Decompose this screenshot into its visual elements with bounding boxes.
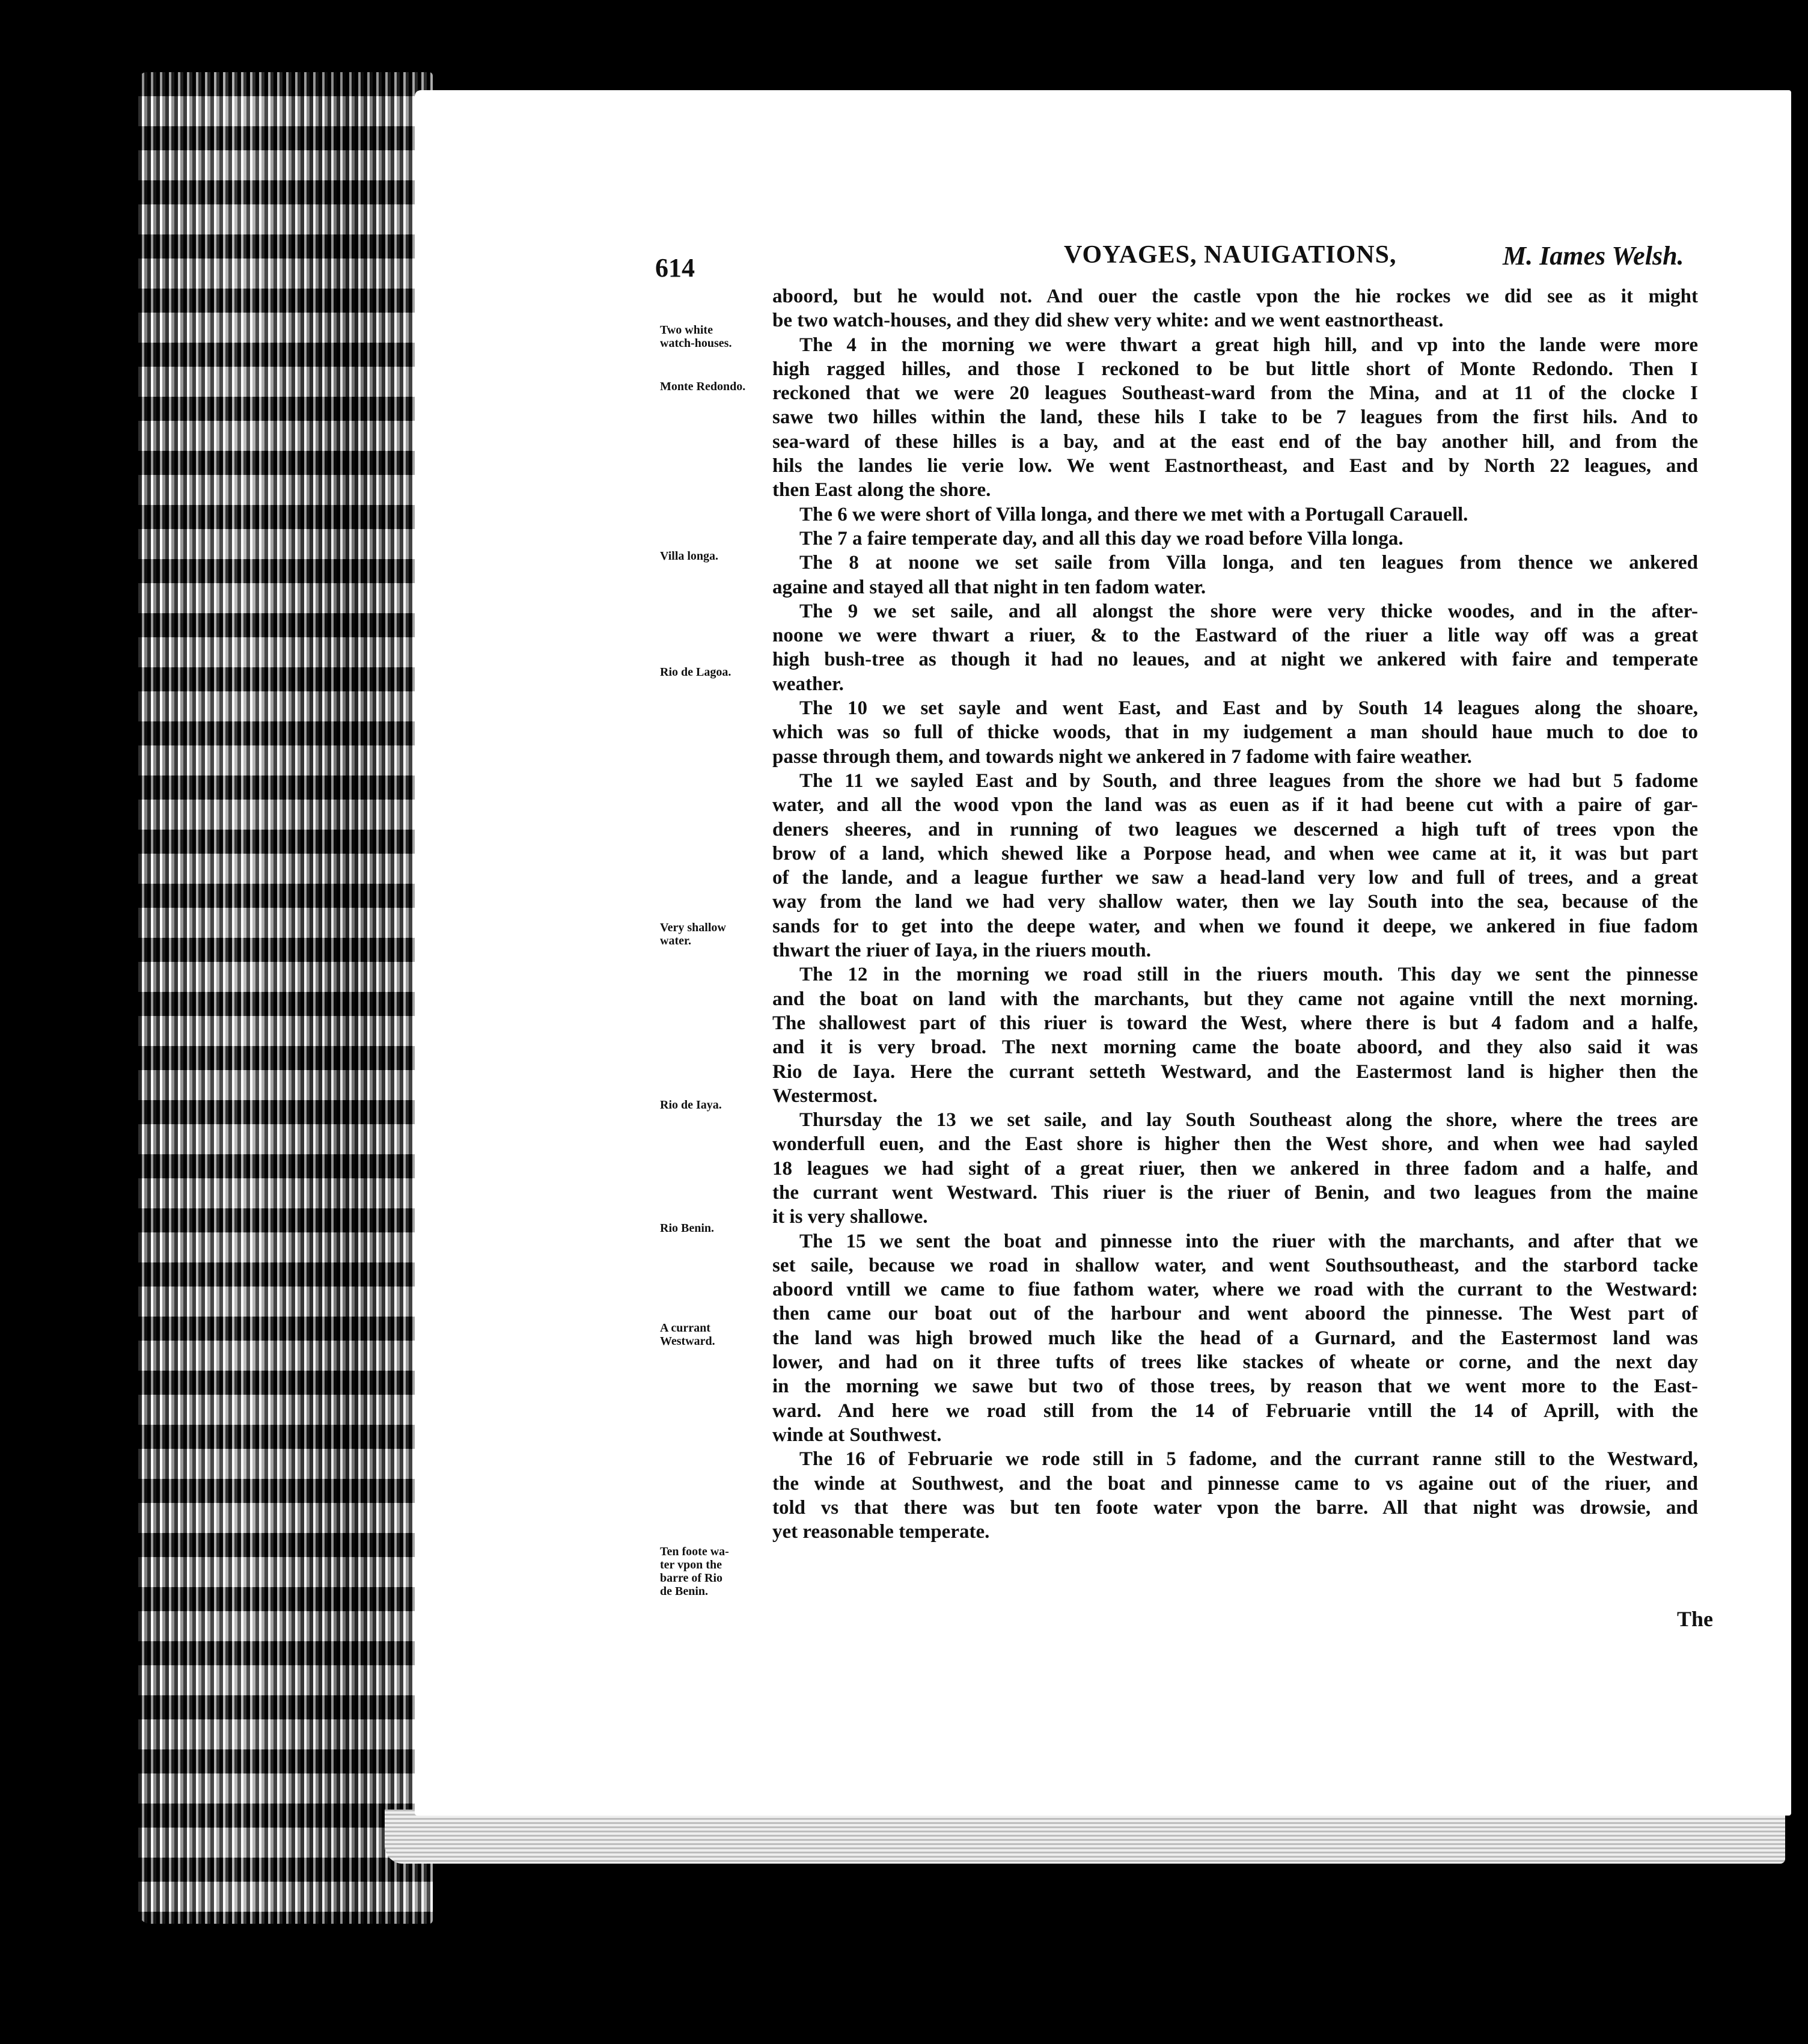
text-line: sea-ward of these hilles is a bay, and at the east end of the bay another hill, and from the: [772, 430, 1698, 453]
text-line: hils the landes lie verie low. We went Eastnortheast, and East and by North 22 leagues, and: [772, 455, 1698, 477]
text-line: of the lande, and a league further we saw a head-land very low and full of trees, and a great: [772, 867, 1698, 889]
text-line: weather.: [772, 673, 844, 695]
text-line: set saile, because we road in shallow water, and went Southsoutheast, and the starbord tacke: [772, 1254, 1698, 1276]
body-text: [772, 284, 1698, 1544]
text-line: brow of a land, which shewed like a Porpose head, and when wee came at it, it was but part: [772, 842, 1698, 864]
page-number: 614: [655, 253, 695, 283]
text-line: water, and all the wood vpon the land was as euen as if it had beene cut with a paire of gar-: [772, 794, 1698, 816]
text-line: The 10 we set sayle and went East, and East and by South 14 leagues along the shoare,: [799, 697, 1698, 720]
text-line: told vs that there was but ten foote water vpon the barre. All that night was drowsie, and: [772, 1496, 1698, 1519]
text-line: then East along the shore.: [772, 479, 991, 501]
text-line: The 6 we were short of Villa longa, and there we met with a Portugall Carauell.: [799, 503, 1468, 525]
text-line: lower, and had on it three tufts of trees like stackes of wheate or corne, and the next day: [772, 1351, 1698, 1374]
text-line: the winde at Southwest, and the boat and pinnesse came to vs againe out of the riuer, and: [772, 1472, 1698, 1495]
text-line: and it is very broad. The next morning came the boate aboord, and they also said it was: [772, 1036, 1698, 1059]
running-author: M. Iames Welsh.: [1503, 241, 1684, 271]
text-line: Thursday the 13 we set saile, and lay South Southeast along the shore, where the trees are: [799, 1109, 1698, 1131]
text-line: The 12 in the morning we road still in the riuers mouth. This day we sent the pinnesse: [799, 964, 1698, 986]
text-line: The 4 in the morning we were thwart a great high hill, and vp into the lande were more: [799, 334, 1698, 356]
text-line: yet reasonable temperate.: [772, 1521, 990, 1543]
text-line: and the boat on land with the marchants, but they came not againe vntill the next morning.: [772, 988, 1698, 1010]
margin-note: Two white watch-houses.: [660, 323, 732, 350]
text-line: it is very shallowe.: [772, 1206, 928, 1228]
text-line: The 7 a faire temperate day, and all this day we road before Villa longa.: [799, 527, 1403, 549]
margin-note: Rio Benin.: [660, 1222, 715, 1235]
text-line: sawe two hilles within the land, these hils I take to be 7 leagues from the first hils. And to: [772, 406, 1698, 429]
catchword: The: [1677, 1607, 1714, 1631]
margin-note: Rio de Iaya.: [660, 1098, 722, 1112]
running-title: VOYAGES, NAUIGATIONS,: [1064, 241, 1397, 269]
text-line: Westermost.: [772, 1085, 878, 1107]
text-line: The shallowest part of this riuer is toward the West, where there is but 4 fadom and a halfe,: [772, 1012, 1698, 1034]
margin-note: Villa longa.: [660, 549, 719, 563]
book-bottom-edge: [385, 1810, 1785, 1864]
text-line: winde at Southwest.: [772, 1424, 942, 1446]
margin-note: A currant Westward.: [660, 1321, 715, 1348]
text-line: Rio de Iaya. Here the currant setteth Westward, and the Eastermost land is higher then the: [772, 1060, 1698, 1083]
text-line: sands for to get into the deepe water, and when we found it deepe, we ankered in fiue fadom: [772, 915, 1698, 937]
text-line: againe and stayed all that night in ten fadom water.: [772, 576, 1206, 598]
text-line: noone we were thwart a riuer, & to the Eastward of the riuer a litle way off was a great: [772, 625, 1698, 647]
margin-note: Very shallow water.: [660, 921, 726, 947]
text-line: The 8 at noone we set saile from Villa longa, and ten leagues from thence we ankered: [799, 552, 1698, 574]
text-line: the land was high browed much like the head of a Gurnard, and the Eastermost land was: [772, 1327, 1698, 1349]
text-line: ward. And here we road still from the 14 of Februarie vntill the 14 of Aprill, with the: [772, 1400, 1698, 1422]
text-line: then came our boat out of the harbour and went aboord the pinnesse. The West part of: [772, 1303, 1698, 1325]
text-line: 18 leagues we had sight of a great riuer, then we ankered in three fadom and a halfe, and: [772, 1157, 1698, 1180]
text-line: deners sheeres, and in running of two leagues we descerned a high tuft of trees vpon the: [772, 818, 1698, 840]
text-line: in the morning we sawe but two of those trees, by reason that we went more to the East-: [772, 1375, 1698, 1398]
text-line: thwart the riuer of Iaya, in the riuers mouth.: [772, 940, 1151, 962]
margin-note: Rio de Lagoa.: [660, 666, 731, 679]
text-line: which was so full of thicke woods, that in my iudgement a man should haue much to doe to: [772, 721, 1698, 744]
margin-note: Monte Redondo.: [660, 380, 746, 393]
text-line: aboord vntill we came to fiue fathom water, where we road with the currant to the Westward:: [772, 1279, 1698, 1301]
text-line: The 15 we sent the boat and pinnesse into the riuer with the marchants, and after that we: [799, 1230, 1698, 1252]
text-line: be two watch-houses, and they did shew very white: and we went eastnortheast.: [772, 310, 1444, 332]
text-line: reckoned that we were 20 leagues Southeast-ward from the Mina, and at 11 of the clocke I: [772, 382, 1698, 405]
text-line: The 11 we sayled East and by South, and three leagues from the shore we had but 5 fadome: [799, 770, 1698, 792]
text-line: The 16 of Februarie we rode still in 5 fadome, and the currant ranne still to the Westward,: [799, 1448, 1698, 1470]
text-line: high ragged hilles, and those I reckoned to be but little short of Monte Redondo. Then I: [772, 358, 1698, 380]
text-line: high bush-tree as though it had no leaues, and at night we ankered with faire and temperate: [772, 649, 1698, 671]
text-line: passe through them, and towards night we ankered in 7 fadome with faire weather.: [772, 745, 1472, 768]
text-line: The 9 we set saile, and all alongst the shore were very thicke woodes, and in the after-: [799, 600, 1698, 622]
text-line: way from the land we had very shallow water, then we lay South into the sea, because of the: [772, 891, 1698, 913]
text-line: the currant went Westward. This riuer is the riuer of Benin, and two leagues from the maine: [772, 1181, 1698, 1204]
book-page-edge: [138, 72, 433, 1924]
text-line: aboord, but he would not. And ouer the castle vpon the hie rockes we did see as it might: [772, 286, 1698, 307]
margin-note: Ten foote wa- ter vpon the barre of Rio de Benin.: [660, 1545, 729, 1598]
text-line: wonderfull euen, and the East shore is higher then the West shore, and when wee had sayled: [772, 1133, 1698, 1155]
